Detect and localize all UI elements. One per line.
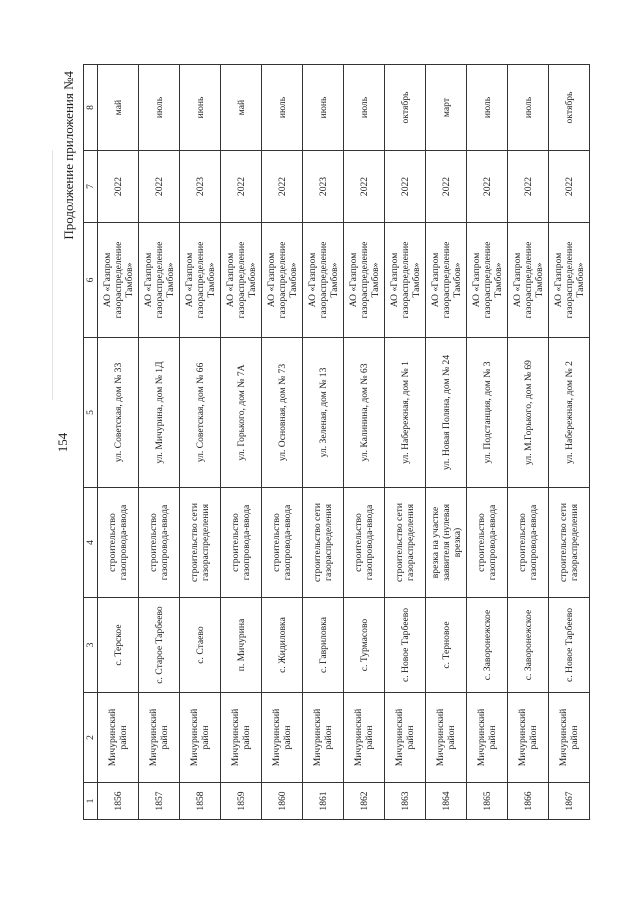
row-number-cell: 1863	[385, 783, 426, 820]
settlement-cell: с. Гавриловка	[303, 598, 344, 693]
table-row	[180, 65, 221, 820]
settlement-cell: с. Заворонежское	[467, 598, 508, 693]
address-cell: ул. Основная, дом № 73	[262, 338, 303, 488]
column-header: 4	[84, 488, 98, 598]
column-header: 3	[84, 598, 98, 693]
organization-cell: АО «Газпром газораспределение Тамбов»	[426, 223, 467, 338]
work-type-cell: строительство сети газораспределения	[549, 488, 590, 598]
organization-cell: АО «Газпром газораспределение Тамбов»	[98, 223, 139, 338]
table-body	[98, 65, 590, 820]
month-cell: июль	[262, 65, 303, 151]
address-cell: ул. Мичурина, дом № 1Д	[139, 338, 180, 488]
row-number-cell: 1867	[549, 783, 590, 820]
address-cell: ул. Набережная, дом № 1	[385, 338, 426, 488]
district-cell: Мичуринский район	[262, 693, 303, 783]
address-cell: ул. Калинина, дом № 63	[344, 338, 385, 488]
address-cell: ул. Подстанция, дом № 3	[467, 338, 508, 488]
row-number-cell: 1861	[303, 783, 344, 820]
settlement-cell: с. Новое Тарбеево	[549, 598, 590, 693]
work-type-cell: врезка на участке заявителя (нулевая врезка)	[426, 488, 467, 598]
work-type-cell: строительство газопровода-ввода	[344, 488, 385, 598]
row-number-cell: 1865	[467, 783, 508, 820]
work-type-cell: строительство газопровода-ввода	[508, 488, 549, 598]
month-cell: октябрь	[549, 65, 590, 151]
organization-cell: АО «Газпром газораспределение Тамбов»	[180, 223, 221, 338]
table-row	[303, 65, 344, 820]
settlement-cell: с. Жидиловка	[262, 598, 303, 693]
month-cell: март	[426, 65, 467, 151]
row-number-cell: 1862	[344, 783, 385, 820]
table-row	[98, 65, 139, 820]
organization-cell: АО «Газпром газораспределение Тамбов»	[549, 223, 590, 338]
district-cell: Мичуринский район	[221, 693, 262, 783]
year-cell: 2023	[303, 151, 344, 223]
settlement-cell: п. Мичурина	[221, 598, 262, 693]
month-cell: октябрь	[385, 65, 426, 151]
row-number-cell: 1866	[508, 783, 549, 820]
organization-cell: АО «Газпром газораспределение Тамбов»	[221, 223, 262, 338]
district-cell: Мичуринский район	[549, 693, 590, 783]
row-number-cell: 1856	[98, 783, 139, 820]
month-cell: июль	[467, 65, 508, 151]
organization-cell: АО «Газпром газораспределение Тамбов»	[303, 223, 344, 338]
organization-cell: АО «Газпром газораспределение Тамбов»	[344, 223, 385, 338]
month-cell: июль	[344, 65, 385, 151]
table-row	[508, 65, 549, 820]
table-row	[262, 65, 303, 820]
table-row	[344, 65, 385, 820]
settlement-cell: с. Заворонежское	[508, 598, 549, 693]
scan-artifact-line	[52, 150, 53, 400]
year-cell: 2022	[426, 151, 467, 223]
row-number-cell: 1858	[180, 783, 221, 820]
district-cell: Мичуринский район	[303, 693, 344, 783]
year-cell: 2022	[508, 151, 549, 223]
work-type-cell: строительство сети газораспределения	[303, 488, 344, 598]
district-cell: Мичуринский район	[385, 693, 426, 783]
year-cell: 2022	[467, 151, 508, 223]
work-type-cell: строительство газопровода-ввода	[98, 488, 139, 598]
settlement-cell: с. Старое Тарбеево	[139, 598, 180, 693]
column-header: 6	[84, 223, 98, 338]
table-row	[467, 65, 508, 820]
table-row	[139, 65, 180, 820]
work-type-cell: строительство газопровода-ввода	[467, 488, 508, 598]
table-row	[426, 65, 467, 820]
address-cell: ул. Новая Поляна, дом № 24	[426, 338, 467, 488]
month-cell: май	[98, 65, 139, 151]
work-type-cell: строительство газопровода-ввода	[262, 488, 303, 598]
district-cell: Мичуринский район	[344, 693, 385, 783]
row-number-cell: 1860	[262, 783, 303, 820]
year-cell: 2022	[385, 151, 426, 223]
district-cell: Мичуринский район	[98, 693, 139, 783]
month-cell: июль	[508, 65, 549, 151]
settlement-cell: с. Новое Тарбеево	[385, 598, 426, 693]
address-cell: ул. Горького, дом № 7А	[221, 338, 262, 488]
address-cell: ул. Советская, дом № 33	[98, 338, 139, 488]
month-cell: июль	[139, 65, 180, 151]
settlement-cell: с. Турмасово	[344, 598, 385, 693]
month-cell: май	[221, 65, 262, 151]
appendix-title: Продолжение приложения №4	[61, 71, 76, 240]
table-header-row	[84, 65, 98, 820]
district-cell: Мичуринский район	[508, 693, 549, 783]
row-number-cell: 1859	[221, 783, 262, 820]
address-cell: ул. М.Горького, дом № 69	[508, 338, 549, 488]
table-row	[385, 65, 426, 820]
month-cell: июнь	[180, 65, 221, 151]
work-type-cell: строительство сети газораспределения	[180, 488, 221, 598]
year-cell: 2023	[180, 151, 221, 223]
column-header: 7	[84, 151, 98, 223]
table-row	[221, 65, 262, 820]
settlement-cell: с. Терновое	[426, 598, 467, 693]
settlement-cell: с. Терское	[98, 598, 139, 693]
row-number-cell: 1864	[426, 783, 467, 820]
month-cell: июнь	[303, 65, 344, 151]
settlement-cell: с. Стаево	[180, 598, 221, 693]
district-cell: Мичуринский район	[467, 693, 508, 783]
year-cell: 2022	[262, 151, 303, 223]
organization-cell: АО «Газпром газораспределение Тамбов»	[139, 223, 180, 338]
year-cell: 2022	[139, 151, 180, 223]
work-type-cell: строительство газопровода-ввода	[221, 488, 262, 598]
table-row	[549, 65, 590, 820]
district-cell: Мичуринский район	[426, 693, 467, 783]
organization-cell: АО «Газпром газораспределение Тамбов»	[385, 223, 426, 338]
organization-cell: АО «Газпром газораспределение Тамбов»	[467, 223, 508, 338]
year-cell: 2022	[344, 151, 385, 223]
address-cell: ул. Советская, дом № 66	[180, 338, 221, 488]
row-number-cell: 1857	[139, 783, 180, 820]
address-cell: ул. Зеленая, дом № 13	[303, 338, 344, 488]
year-cell: 2022	[98, 151, 139, 223]
district-cell: Мичуринский район	[139, 693, 180, 783]
gasification-table	[83, 64, 590, 820]
column-header: 2	[84, 693, 98, 783]
work-type-cell: строительство сети газораспределения	[385, 488, 426, 598]
column-header: 8	[84, 65, 98, 151]
organization-cell: АО «Газпром газораспределение Тамбов»	[508, 223, 549, 338]
work-type-cell: строительство газопровода-ввода	[139, 488, 180, 598]
column-header: 5	[84, 338, 98, 488]
year-cell: 2022	[221, 151, 262, 223]
address-cell: ул. Набережная, дом № 2	[549, 338, 590, 488]
page-number: 154	[55, 432, 70, 453]
year-cell: 2022	[549, 151, 590, 223]
organization-cell: АО «Газпром газораспределение Тамбов»	[262, 223, 303, 338]
rotated-page	[55, 65, 635, 820]
column-header: 1	[84, 783, 98, 820]
district-cell: Мичуринский район	[180, 693, 221, 783]
